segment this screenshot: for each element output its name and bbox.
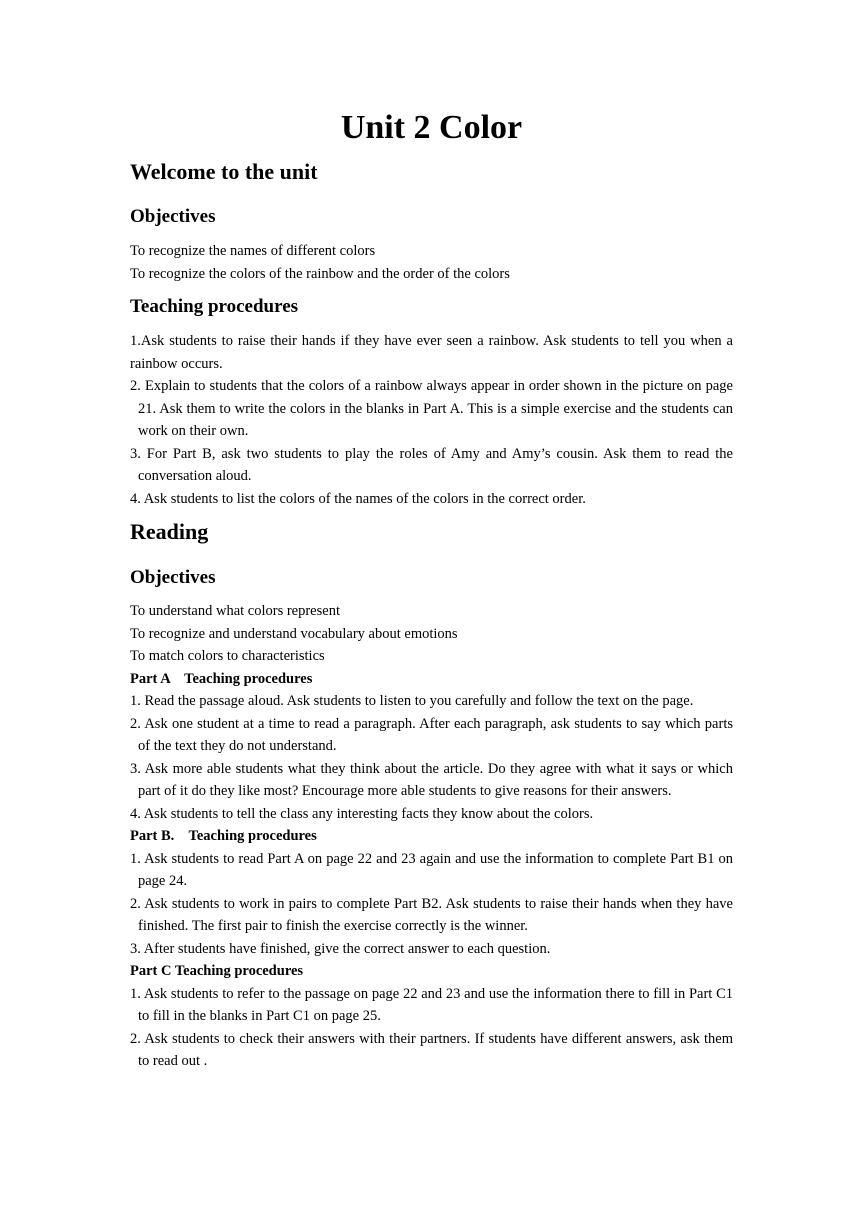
part-a-item: 3. Ask more able students what they think about the article. Do they agree with what it says or which part of it do they like most? Encourage more able students to give reasons for their answers.	[130, 760, 733, 799]
part-a-item: 2. Ask one student at a time to read a paragraph. After each paragraph, ask students to say which parts of the text they do not understand.	[130, 715, 733, 754]
part-b-heading: Part B. Teaching procedures	[130, 828, 317, 844]
welcome-objectives-list	[130, 240, 733, 285]
part-a-heading: Part A Teaching procedures	[130, 670, 313, 687]
section-heading-welcome: Welcome to the unit	[130, 159, 318, 184]
welcome-procedures-heading: Teaching procedures	[130, 296, 299, 317]
part-c-item: 2. Ask students to check their answers with their partners. If students have different answers, ask them to read out .	[130, 1030, 733, 1069]
part-b-item: 3. After students have finished, give the correct answer to each question.	[130, 940, 551, 957]
section-heading-reading: Reading	[130, 519, 209, 544]
welcome-procedures-list	[130, 330, 733, 510]
part-c-heading: Part C Teaching procedures	[130, 963, 304, 979]
objective-line: To recognize the names of different colors	[130, 243, 376, 259]
document-title: Unit 2 Color	[340, 109, 523, 146]
objective-line: To match colors to characteristics	[130, 648, 325, 664]
procedure-item: 3. For Part B, ask two students to play the roles of Amy and Amy’s cousin. Ask them to read the conversation aloud.	[130, 445, 733, 484]
part-b-item: 2. Ask students to work in pairs to complete Part B2. Ask students to raise their hands when they have finished. The first pair to finish the exercise correctly is the winner.	[130, 895, 733, 934]
part-a-item: 1. Read the passage aloud. Ask students to listen to you carefully and follow the text on the page.	[130, 693, 694, 709]
part-a-item: 4. Ask students to tell the class any interesting facts they know about the colors.	[130, 805, 594, 822]
procedure-item: 4. Ask students to list the colors of the names of the colors in the correct order.	[130, 490, 586, 507]
part-b-item: 1. Ask students to read Part A on page 22 and 23 again and use the information to complete Part B1 on page 24.	[130, 850, 733, 889]
welcome-objectives-heading: Objectives	[130, 206, 216, 227]
reading-content	[130, 600, 733, 1073]
reading-objectives-heading: Objectives	[130, 567, 216, 588]
procedure-item: 1.Ask students to raise their hands if they have ever seen a rainbow. Ask students to tell you when a rainbow occurs.	[130, 333, 733, 372]
procedure-item: 2. Explain to students that the colors of a rainbow always appear in order shown in the picture on page 21. Ask them to write the colors in the blanks in Part A. This is a simple exercise and the students can work on their own.	[130, 378, 733, 439]
objective-line: To recognize and understand vocabulary about emotions	[130, 625, 458, 642]
objective-line: To recognize the colors of the rainbow and the order of the colors	[130, 265, 510, 282]
objective-line: To understand what colors represent	[130, 603, 340, 619]
part-c-item: 1. Ask students to refer to the passage on page 22 and 23 and use the information there to fill in Part C1 to fill in the blanks in Part C1 on page 25.	[130, 985, 733, 1024]
